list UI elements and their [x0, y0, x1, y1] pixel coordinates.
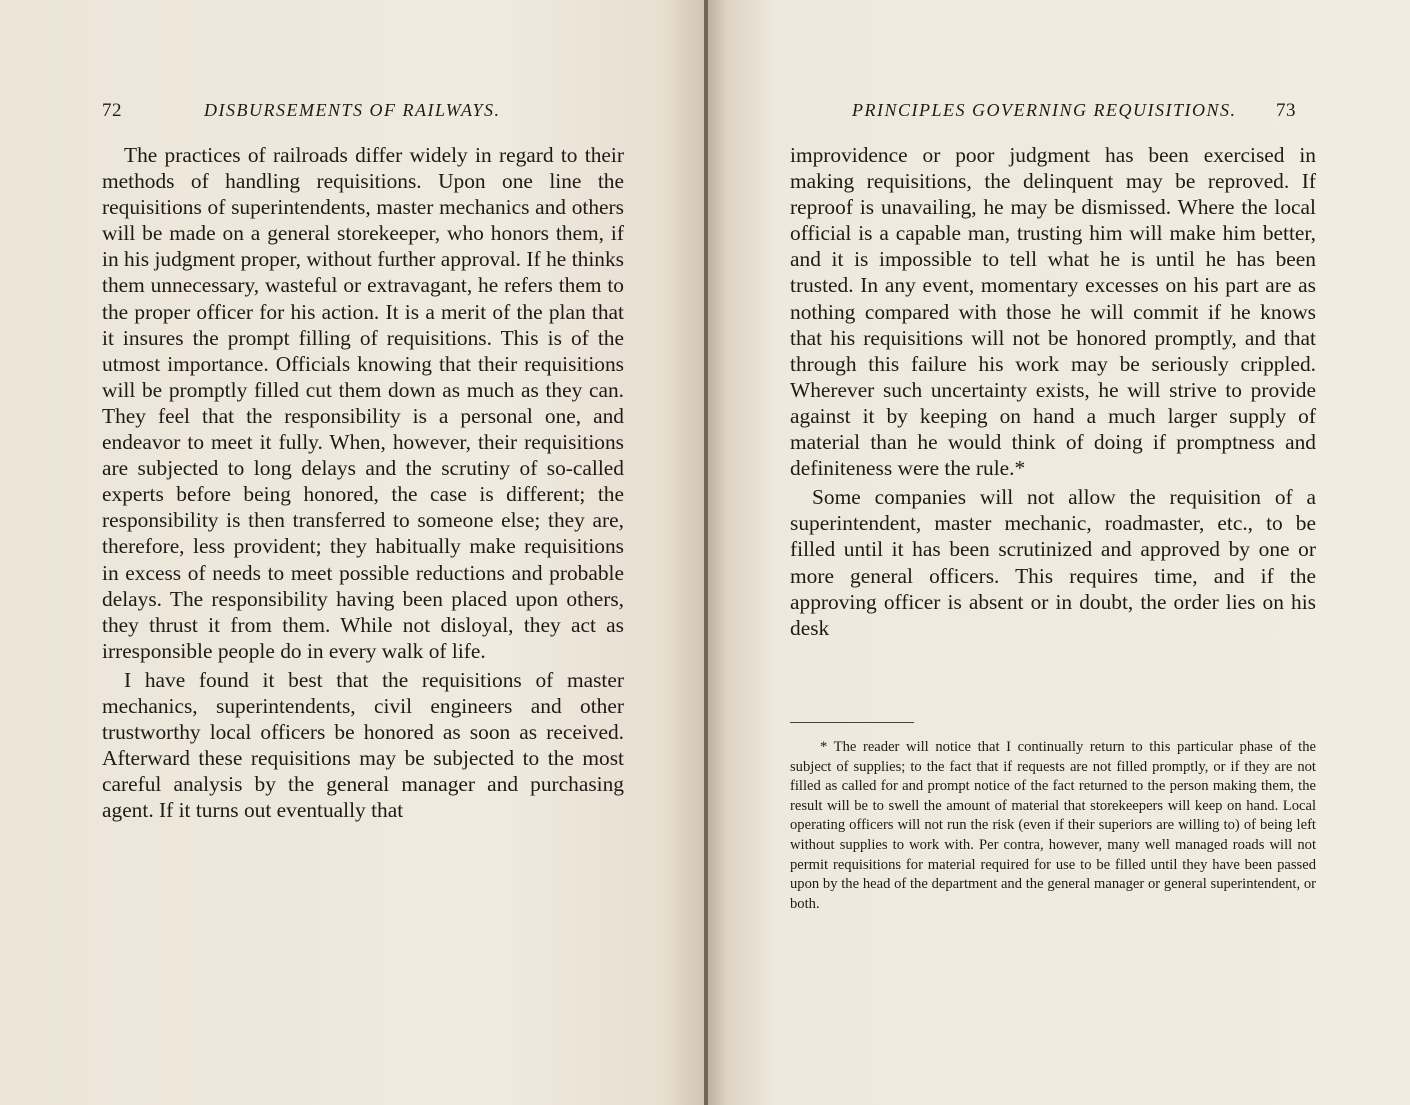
footnote-text: * The reader will notice that I continually return to this particular phase of the subject of supplies; to the fact that if requests are not filled promptly, or if they are not filled as called for and prompt notice of the fact returned to the person making them, the result will be to swell the amount of material that storekeepers will keep on hand. Local operating officers will not run the risk (even if their superiors are willing to) of being left without supplies to work with. Per contra, however, many well managed roads will not permit requisitions for material required for use to be filled until they have been passed upon by the head of the department and the general manager or general superintendent, or both.	[790, 739, 1316, 912]
right-paragraph-1: improvidence or poor judgment has been exercised in making requisitions, the delinquent may be reproved. If reproof is unavailing, he may be dismissed. Where the local official is a capable man, trusting him will make him better, and it is impossible to tell what he is until he has been trusted. In any event, momentary excesses on his part are as nothing compared with those he will commit if he knows that his requisitions will not be honored promptly, and that through this failure his work may be seriously crippled. Wherever such uncertainty exists, he will strive to provide against it by keeping on hand a much larger supply of material than he would think of doing if promptness and definiteness were the rule.*	[790, 143, 1316, 481]
left-page-number: 72	[102, 100, 122, 121]
left-paragraph-1: The practices of railroads differ widely in regard to their methods of handling requisitions. Upon one line the requisitions of superintendents, master mechanics and others will be made on a general storekeeper, who honors them, if in his judgment proper, without further approval. If he thinks them unnecessary, wasteful or extravagant, he refers them to the proper officer for his action. It is a merit of the plan that it insures the prompt filling of requisitions. This is of the utmost importance. Officials knowing that their requisitions will be promptly filled cut them down as much as they can. They feel that the responsibility is a personal one, and endeavor to meet it fully. When, however, their requisitions are subjected to long delays and the scrutiny of so-called experts before being honored, the case is different; the responsibility is then transferred to someone else; they are, therefore, less provident; they habitually make requisitions in excess of needs to meet possible reductions and probable delays. The responsibility having been placed upon others, they thrust it from them. While not disloyal, they act as irresponsible people do in every walk of life.	[102, 143, 624, 663]
footnote	[790, 738, 1316, 914]
left-page-body	[102, 142, 624, 826]
right-running-head: PRINCIPLES GOVERNING REQUISITIONS.	[852, 100, 1237, 120]
left-page-header	[0, 100, 706, 124]
right-page-header	[706, 100, 1410, 124]
right-page-body	[790, 142, 1316, 644]
right-page-number: 73	[1276, 100, 1296, 121]
footnote-divider	[790, 722, 914, 723]
left-running-head: DISBURSEMENTS OF RAILWAYS.	[204, 100, 501, 120]
book-gutter	[704, 0, 708, 1105]
left-paragraph-2: I have found it best that the requisitions of master mechanics, superintendents, civil engineers and other trustworthy local officers be honored as soon as received. Afterward these requisitions may be subjected to the most careful analysis by the general manager and purchasing agent. If it turns out eventually that	[102, 667, 624, 823]
right-page	[706, 0, 1410, 1105]
right-paragraph-2: Some companies will not allow the requisition of a superintendent, master mechanic, roadmaster, etc., to be filled until it has been scrutinized and approved by one or more general officers. This requires time, and if the approving officer is absent or in doubt, the order lies on his desk	[790, 485, 1316, 640]
